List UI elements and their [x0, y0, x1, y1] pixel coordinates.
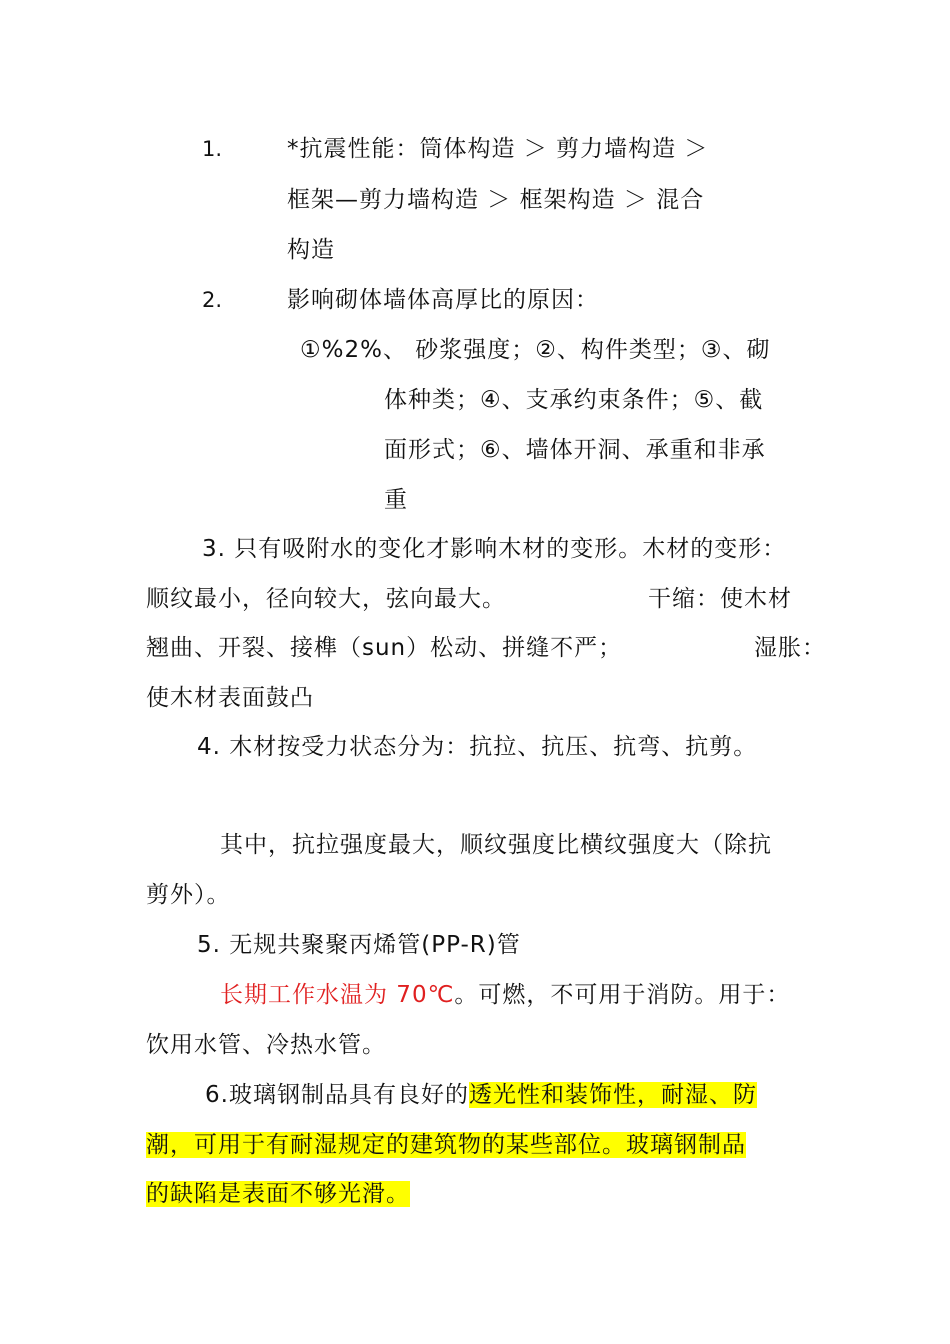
item-2-line-1: ①%2%、 砂浆强度；②、构件类型；③、砌 — [300, 337, 771, 363]
item-3-line-4: 使木材表面鼓凸 — [146, 685, 314, 711]
item-6-line-3 — [146, 1178, 410, 1210]
item-4-line-1: 4. 木材按受力状态分为：抗拉、抗压、抗弯、抗剪。 — [197, 734, 758, 760]
item-2-title: 影响砌体墙体高厚比的原因： — [287, 287, 599, 313]
item-6-highlight-3: 的缺陷是表面不够光滑。 — [146, 1181, 410, 1207]
item-6-pre-text: 6.玻璃钢制品具有良好的 — [205, 1082, 469, 1108]
item-3-line-2a: 顺纹最小，径向较大，弦向最大。 — [146, 586, 506, 612]
item-5-title: 5. 无规共聚聚丙烯管(PP-R)管 — [197, 932, 521, 958]
item-3-line-1: 3. 只有吸附水的变化才影响木材的变形。木材的变形： — [202, 536, 787, 562]
item-1-line-3: 构造 — [287, 237, 335, 263]
item-6-highlight-2: 潮，可用于有耐湿规定的建筑物的某些部位。玻璃钢制品 — [146, 1132, 746, 1158]
item-6-line-2 — [146, 1129, 746, 1161]
item-5-rest-text: 。可燃，不可用于消防。用于： — [454, 982, 791, 1008]
item-5-red-text: 长期工作水温为 70℃ — [220, 982, 455, 1008]
item-1-number: 1. — [202, 137, 223, 161]
item-4-line-3: 剪外）。 — [146, 882, 231, 908]
item-4-line-2: 其中，抗拉强度最大，顺纹强度比横纹强度大（除抗 — [220, 832, 772, 858]
item-6-highlight-1: 透光性和装饰性，耐湿、防 — [468, 1082, 757, 1108]
item-3-line-2b: 干缩：使木材 — [648, 586, 792, 612]
item-3-line-3a: 翘曲、开裂、接榫（sun）松动、拼缝不严； — [146, 635, 623, 661]
item-1-line-1: *抗震性能：筒体构造 ＞ 剪力墙构造 ＞ — [287, 136, 709, 162]
item-1-line-2: 框架—剪力墙构造 ＞ 框架构造 ＞ 混合 — [287, 187, 705, 213]
item-2-line-4: 重 — [384, 487, 408, 513]
item-3-line-3b: 湿胀： — [754, 635, 826, 661]
item-2-number: 2. — [202, 288, 223, 312]
item-5-line-2: 饮用水管、冷热水管。 — [146, 1032, 386, 1058]
item-5-line-1 — [220, 979, 790, 1011]
item-2-line-2: 体种类；④、支承约束条件；⑤、截 — [384, 387, 764, 413]
item-2-line-3: 面形式；⑥、墙体开洞、承重和非承 — [384, 437, 766, 463]
item-6-line-1 — [205, 1079, 757, 1111]
